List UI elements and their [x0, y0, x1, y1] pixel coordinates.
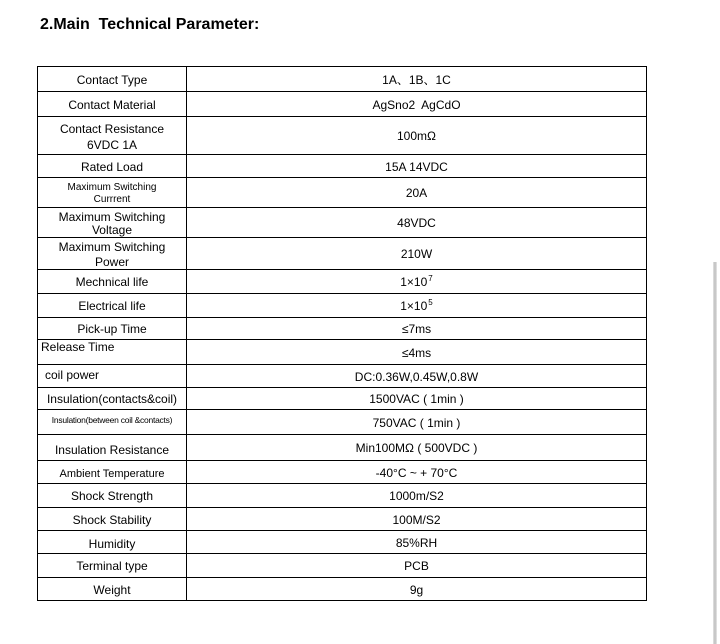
row-rated-load — [38, 155, 646, 178]
label-terminal-type: Terminal type — [38, 554, 187, 577]
technical-parameter-table — [37, 66, 647, 601]
value-contact-type: 1A、1B、1C — [382, 72, 451, 87]
row-contact-type — [38, 67, 646, 92]
value-shock-stability: 100M/S2 — [392, 512, 441, 527]
value-pick-up-time: ≤7ms — [401, 322, 432, 336]
page-title: 2.Main Technical Parameter: — [40, 16, 260, 33]
label-contact-resistance-line-1: Contact Resistance — [59, 121, 165, 136]
label-max-switching-voltage-line-1: Maximum Switching — [58, 209, 166, 224]
row-max-switching-power — [38, 238, 646, 270]
label-contact-type: Contact Type — [38, 67, 187, 91]
row-contact-material — [38, 92, 646, 117]
value-humidity: 85%RH — [395, 535, 438, 550]
row-mechanical-life — [38, 270, 646, 294]
row-pick-up-time — [38, 318, 646, 340]
value-insulation-coil-contacts: 750VAC ( 1min ) — [372, 415, 461, 430]
value-electrical-life — [187, 294, 646, 317]
row-insulation-contacts-coil — [38, 388, 646, 410]
row-coil-power — [38, 365, 646, 388]
row-shock-stability — [38, 508, 646, 531]
page-edge-line — [713, 262, 717, 644]
row-terminal-type — [38, 554, 646, 578]
value-contact-material: AgSno2 AgCdO — [372, 97, 461, 112]
label-contact-resistance-line-2: 6VDC 1A — [86, 137, 138, 152]
label-max-switching-power-line-2: Power — [94, 254, 129, 269]
row-ambient-temperature — [38, 461, 646, 484]
value-rated-load: 15A 14VDC — [385, 159, 448, 174]
label-contact-material: Contact Material — [38, 92, 187, 116]
value-insulation-contacts-coil: 1500VAC ( 1min ) — [369, 392, 464, 406]
row-insulation-coil-contacts — [38, 410, 646, 435]
label-insulation-coil-contacts: Insulation(between coil &contacts) — [38, 410, 187, 434]
row-insulation-resistance — [38, 435, 646, 461]
row-max-switching-current — [38, 178, 646, 208]
label-max-switching-voltage — [38, 208, 187, 237]
value-ambient-temperature: -40°C ~ + 70°C — [375, 465, 458, 480]
value-mechanical-life-base: 1×10 — [400, 274, 428, 289]
value-mechanical-life — [187, 270, 646, 293]
label-max-switching-voltage-line-2: Voltage — [91, 222, 133, 237]
label-insulation-contacts-coil: Insulation(contacts&coil) — [38, 388, 187, 409]
label-contact-resistance — [38, 117, 187, 154]
value-max-switching-voltage: 48VDC — [397, 216, 436, 230]
value-insulation-resistance: Min100MΩ ( 500VDC ) — [355, 441, 478, 455]
label-max-switching-power — [38, 238, 187, 269]
value-mechanical-life-text — [400, 273, 433, 290]
row-release-time — [38, 340, 646, 365]
label-ambient-temperature: Ambient Temperature — [38, 461, 187, 483]
label-weight: Weight — [38, 578, 187, 600]
value-electrical-life-exponent: 5 — [428, 297, 433, 307]
value-release-time: ≤4ms — [401, 345, 432, 360]
label-insulation-resistance: Insulation Resistance — [38, 435, 187, 460]
label-max-switching-current-line-2: Currrent — [93, 193, 131, 205]
value-max-switching-power: 210W — [400, 247, 433, 261]
label-shock-stability: Shock Stability — [38, 508, 187, 530]
label-coil-power: coil power — [38, 365, 187, 387]
label-electrical-life: Electrical life — [38, 294, 187, 317]
label-shock-strength: Shock Strength — [38, 484, 187, 507]
value-mechanical-life-exponent: 7 — [428, 273, 433, 283]
label-release-time: Release Time — [38, 340, 187, 364]
label-max-switching-current-line-1: Maximum Switching — [67, 181, 157, 193]
label-mechanical-life: Mechnical life — [38, 270, 187, 293]
label-pick-up-time: Pick-up Time — [38, 318, 187, 339]
value-max-switching-current: 20A — [405, 186, 428, 200]
row-weight — [38, 578, 646, 600]
value-electrical-life-base: 1×10 — [400, 298, 428, 313]
row-max-switching-voltage — [38, 208, 646, 238]
label-max-switching-power-line-1: Maximum Switching — [58, 239, 166, 254]
row-humidity — [38, 531, 646, 554]
label-humidity: Humidity — [38, 531, 187, 553]
value-terminal-type: PCB — [404, 559, 429, 573]
value-coil-power: DC:0.36W,0.45W,0.8W — [354, 369, 479, 384]
value-shock-strength: 1000m/S2 — [389, 489, 444, 503]
value-weight: 9g — [409, 582, 424, 597]
row-electrical-life — [38, 294, 646, 318]
row-contact-resistance — [38, 117, 646, 155]
row-shock-strength — [38, 484, 646, 508]
value-contact-resistance: 100mΩ — [397, 129, 436, 143]
value-electrical-life-text — [400, 297, 433, 314]
label-max-switching-current — [38, 178, 187, 207]
label-rated-load: Rated Load — [38, 155, 187, 177]
